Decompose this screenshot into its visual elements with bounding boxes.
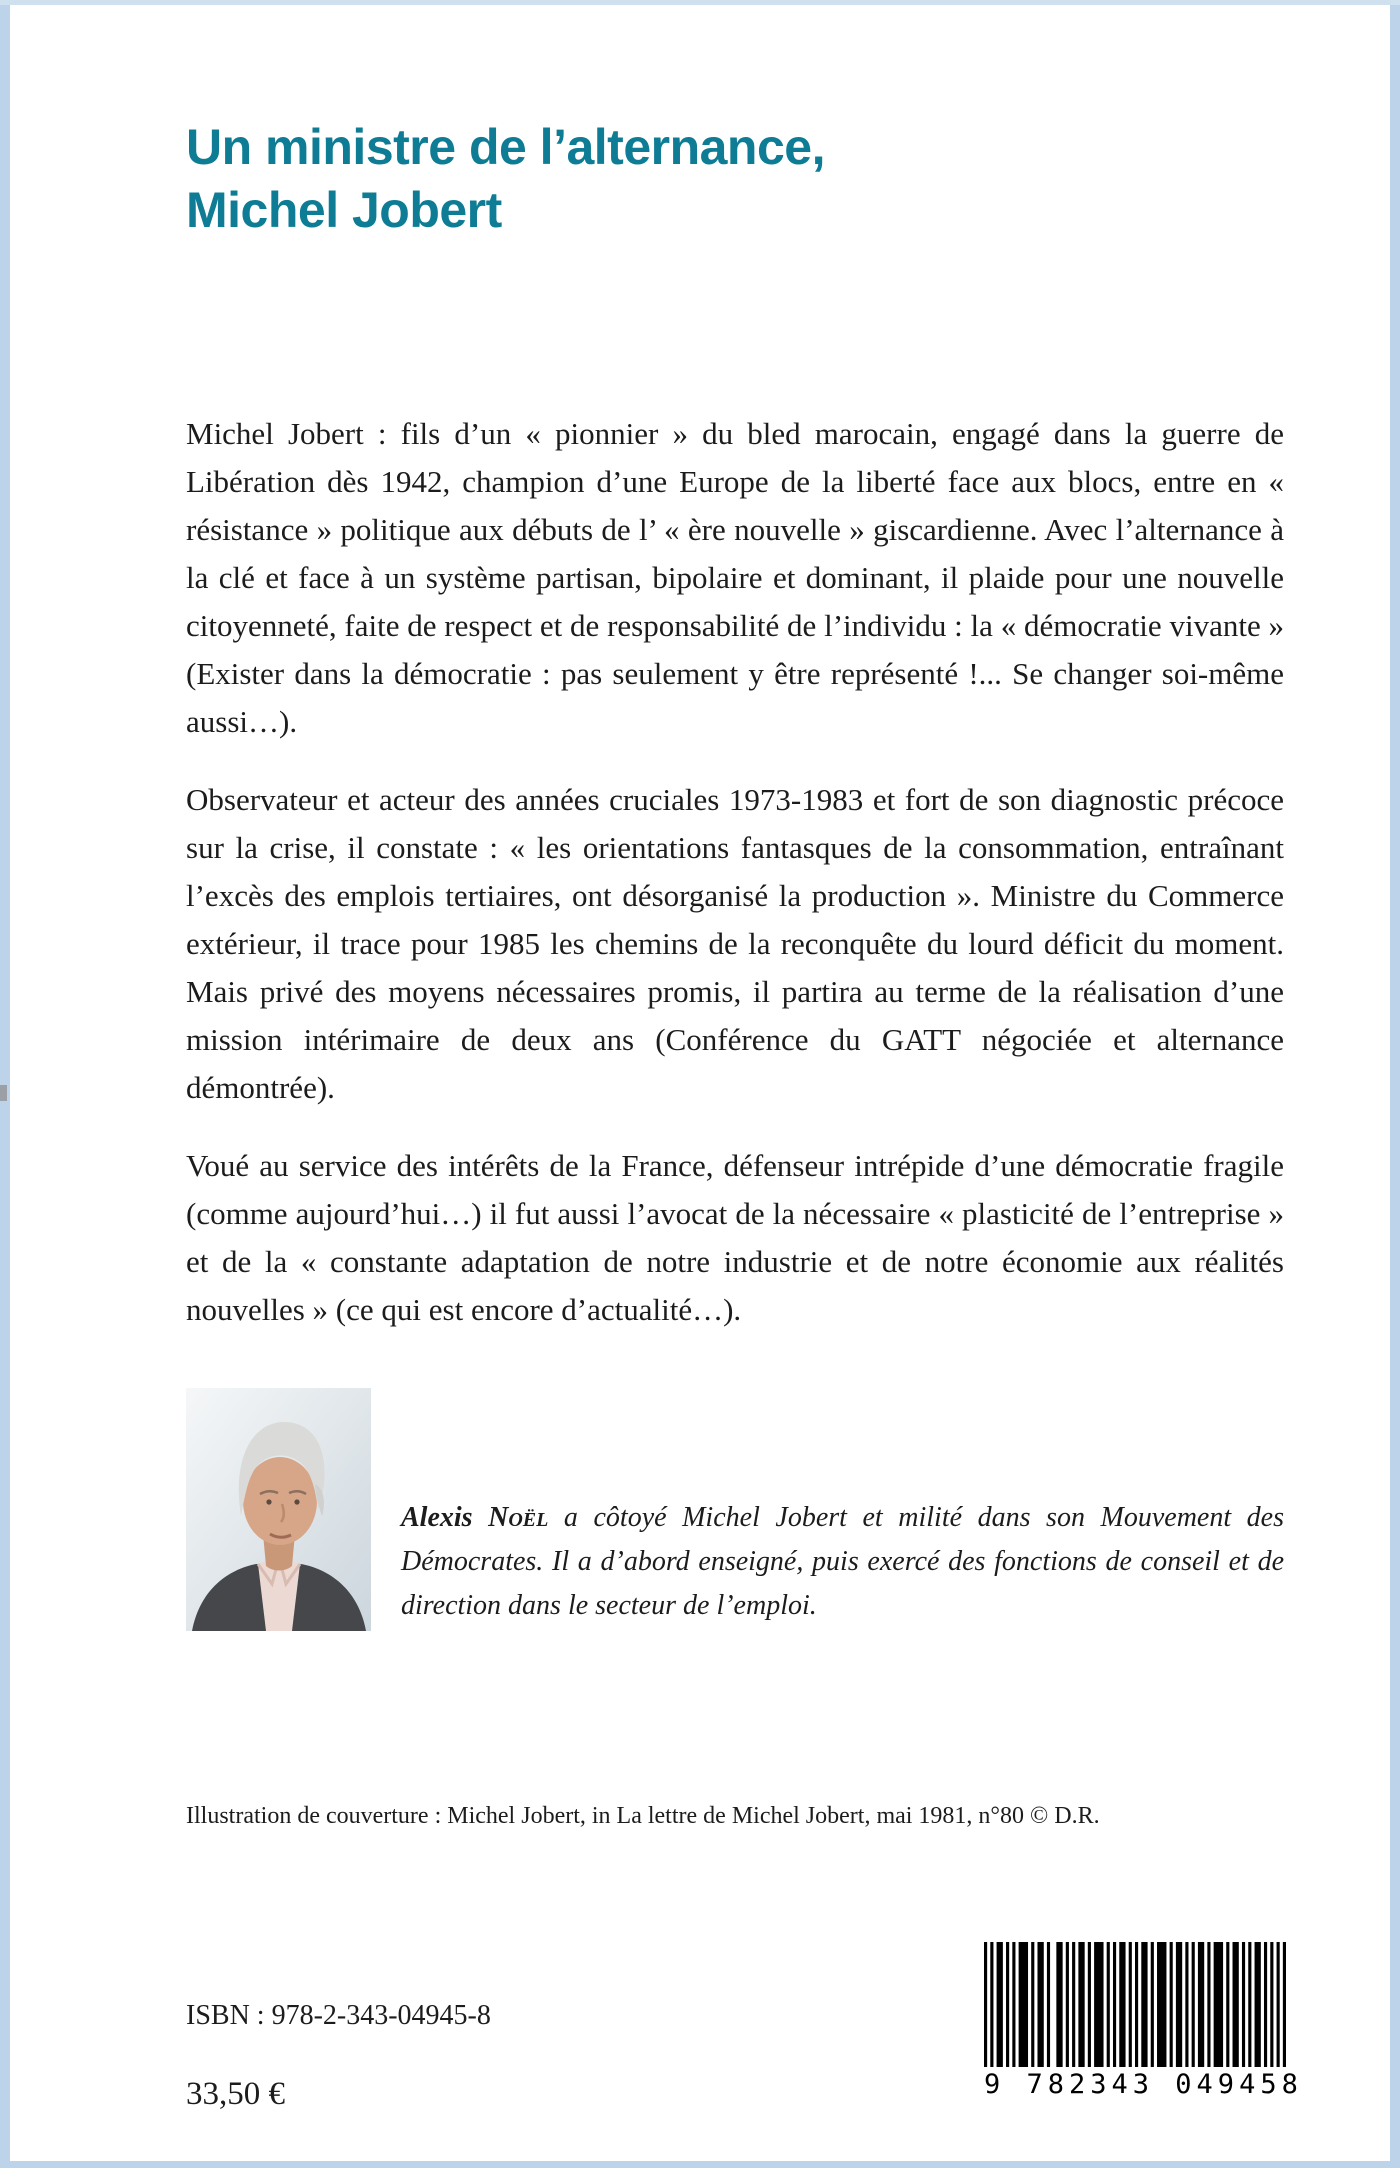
scan-edge-bottom — [0, 2161, 1400, 2168]
book-title — [186, 116, 1286, 242]
book-title-line2: Michel Jobert — [186, 182, 502, 238]
synopsis-paragraph-3: Voué au service des intérêts de la France, défenseur intrépide d’une démocratie fragile (comme aujourd’hui…) il fut aussi l’avocat de la nécessaire « plasticité de l’entreprise » et de la « constante adaptation de notre industrie et de notre économie aux réalités nouvelles » (ce qui est encore d’actualité…). — [186, 1148, 1284, 1327]
synopsis-paragraph-2: Observateur et acteur des années cruciales 1973-1983 et fort de son diagnostic précoce sur la crise, il constate : « les orientations fantasques de la consommation, entraînant l’excès des emplois tertiaires, ont désorganisé la production ». Ministre du Commerce extérieur, il trace pour 1985 les chemins de la reconquête du lourd déficit du moment. Mais privé des moyens nécessaires promis, il partira au terme de la réalisation d’une mission intérimaire de deux ans (Conférence du GATT négociée et alternance démontrée). — [186, 782, 1284, 1105]
barcode — [984, 1942, 1303, 2100]
synopsis — [186, 410, 1284, 1364]
barcode-number: 9 782343 049458 — [984, 2069, 1303, 2100]
barcode-bars — [984, 1942, 1286, 2067]
cover-illustration-credit: Illustration de couverture : Michel Jobert, in La lettre de Michel Jobert, mai 1981, n°80 © D.R. — [186, 1803, 1100, 1829]
synopsis-paragraph-1: Michel Jobert : fils d’un « pionnier » du bled marocain, engagé dans la guerre de Libération dès 1942, champion d’une Europe de la liberté face aux blocs, entre en « résistance » politique aux débuts de l’ « ère nouvelle » giscardienne. Avec l’alternance à la clé et face à un système partisan, bipolaire et dominant, il plaide pour une nouvelle citoyenneté, faite de respect et de responsabilité de l’individu : la « démocratie vivante » (Exister dans la démocratie : pas seulement y être représenté !... Se changer soi-même aussi…). — [186, 416, 1284, 739]
scan-artifact — [0, 1085, 7, 1101]
author-bio-section — [186, 1388, 1284, 1656]
isbn-text: ISBN : 978-2-343-04945-8 — [186, 2000, 491, 2031]
scan-edge-right — [1390, 0, 1400, 2168]
author-name: Alexis Noël — [401, 1502, 549, 1533]
scan-edge-top — [0, 0, 1400, 5]
price-text: 33,50 € — [186, 2076, 285, 2112]
scan-edge-left — [0, 0, 10, 2168]
author-bio-body: a côtoyé Michel Jobert et milité dans son Mouvement des Démocrates. Il a d’abord enseigné, puis exercé des fonctions de conseil et de direction dans le secteur de l’emploi. — [401, 1502, 1285, 1621]
author-portrait-photo — [186, 1388, 371, 1631]
author-bio-text — [401, 1416, 1284, 1628]
book-title-line1: Un ministre de l’alternance, — [186, 119, 825, 175]
